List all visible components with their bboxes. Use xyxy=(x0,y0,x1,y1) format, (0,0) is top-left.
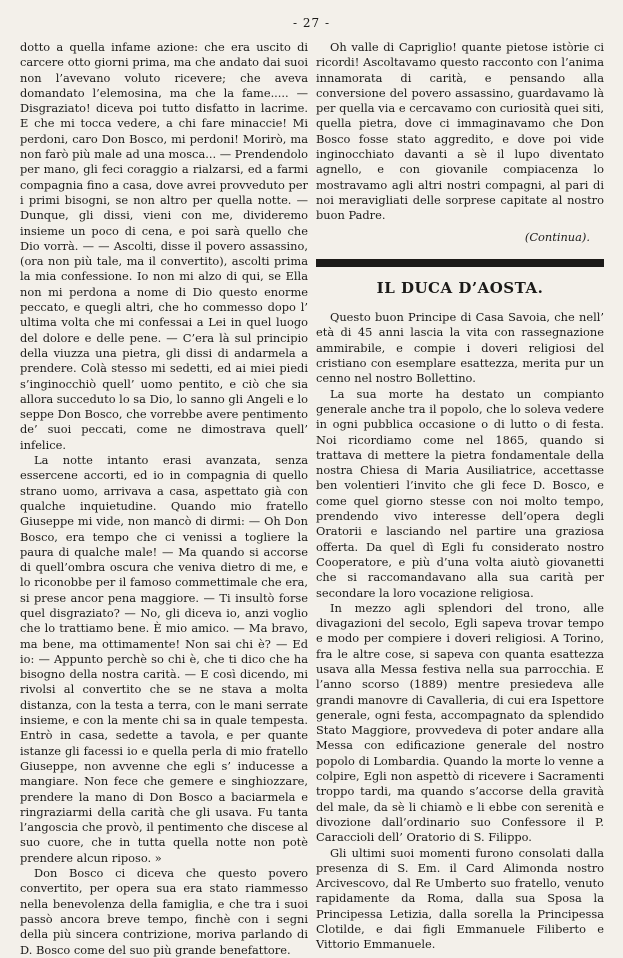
page-number: - 27 - xyxy=(292,16,330,30)
paragraph: La notte intanto erasi avanzata, senza essercene accorti, ed io in compagnia di quello strano uomo, arrivava a casa, aspettato già con qualche inquietudine. Quando mio fratello Giuseppe mi vide, non mancò di dirmi: — Oh Don Bosco, era tempo che ci venissi a togliere la paura di qualche male! — Ma quando si accorse di quell’ombra oscura che veniva dietro di me, e lo riconobbe per il famoso commettimale che era, si prese ancor pena maggiore. — Ti insultò forse quel disgraziato? — No, gli diceva io, anzi voglio che lo trattiamo bene. È mio amico. — Ma bravo, ma bene, ma ottimamente! Non sai chi è? — Ed io: — Appunto perchè so chi è, che ti dico che ha bisogno della nostra carità. — E così dicendo, mi rivolsi al convertito che se ne stava a molta distanza, con la testa a terra, con le mani serrate insieme, e con la mente chi sa in quale tempesta. Entrò in casa, sedette a tavola, e per quante istanze gli facessi io e quella perla di mio fratello Giuseppe, non avvenne che egli s’ inducesse a mangiare. Non fece che gemere e singhiozzare, prendere la mano di Don Bosco a baciarmela e ringraziarmi della carità che gli usava. Fu tanta l’angoscia che provò, il pentimento che discese al suo cuore, che in tutta quella notte non potè prendere alcun riposo. » xyxy=(20,453,308,865)
continua-note: (Continua). xyxy=(524,229,590,244)
right-column xyxy=(316,40,604,953)
paragraph: Gli ultimi suoi momenti furono consolati dalla presenza di S. Em. il Card Alimonda nostro Arcivescovo, dal Re Umberto suo fratello, venuto rapidamente da Roma, dalla sua Sposa la Principessa Letizia, dalla sorella la Principessa Clotilde, e dai figli Emmanuele Filiberto e Vittorio Emmanuele. xyxy=(316,845,604,952)
paragraph: In mezzo agli splendori del trono, alle divagazioni del secolo, Egli sapeva trovar tempo e modo per compiere i doveri religiosi. A Torino, fra le altre cose, si sapeva con quanta esattezza usava alla Messa festiva nella sua parrocchia. E l’anno scorso (1889) mentre presiedeva alle grandi manovre di Cavalleria, di cui era Ispettore generale, ogni festa, accompagnato da splendido Stato Maggiore, provvedeva di poter andare alla Messa con edificazione generale del nostro popolo di Lombardia. Quando la morte lo venne a colpire, Egli non aspettò di ricevere i Sacramenti troppo tardi, ma quando s’accorse della gravità del male, da sè li chiamò e li ebbe con serenità e divozione dall’ordinario suo Confessore il P. Caraccioli dell’ Oratorio di S. Filippo. xyxy=(316,600,604,845)
paragraph: dotto a quella infame azione: che era uscito di carcere otto giorni prima, ma che andato dai suoi non l’avevano voluto ricevere; che aveva domandato l’elemosina, ma che la fame..... — Disgraziato! diceva poi tutto disfatto in lacrime. E che mi tocca vedere, a chi fare minaccie! Mi perdoni, caro Don Bosco, mi perdoni! Morirò, ma non farò più male ad una mosca... — Prendendolo per mano, gli feci coraggio a rialzarsi, ed a farmi compagnia fino a casa, dove avrei provveduto per i primi bisogni, se non altro per quella notte. — Dunque, gli dissi, vieni con me, divideremo insieme un poco di cena, e poi sarà quello che Dio vorrà. — — Ascolti, disse il povero assassino, (ora non più tale, ma il convertito), ascolti prima la mia confessione. Io non mi alzo di qui, se Ella non mi perdona a nome di Dio questo enorme peccato, e quegli altri, che ho commesso dopo l’ ultima volta che mi confessai a Lei in quel luogo del dolore e delle pene. — C’era là sul principio della viuzza una pietra, gli dissi di andarmela a prendere. Colà stesso mi sedetti, ed ai miei piedi s’inginocchiò quell’ uomo pentito, e ciò che sia allora succeduto lo sa Dio, lo sanno gli Angeli e lo seppe Don Bosco, che vorrebbe avere pentimento de’ suoi peccati, come ne dimostrava quell’ infelice. xyxy=(20,40,308,452)
section-heading: IL DUCA D’AOSTA. xyxy=(376,278,544,297)
left-column xyxy=(20,40,308,958)
section-divider xyxy=(316,259,604,267)
paragraph: Don Bosco ci diceva che questo povero convertito, per opera sua era stato riammesso nella benevolenza della famiglia, e che tra i suoi passò ancora breve tempo, finchè con i segni della più sincera contrizione, moriva parlando di D. Bosco come del suo più grande benefattore. xyxy=(20,866,308,957)
paragraph: La sua morte ha destato un compianto generale anche tra il popolo, che lo soleva vedere in ogni pubblica occasione o di lutto o di festa. Noi ricordiamo come nel 1865, quando si trattava di mettere la pietra fondamentale della nostra Chiesa di Maria Ausiliatrice, accettasse ben volentieri l’invito che gli fece D. Bosco, e come quel giorno stesse con noi molto tempo, prendendo vivo interesse dell’opera degli Oratorii e lasciando nel partire una graziosa offerta. Da quel dì Egli fu considerato nostro Cooperatore, e più d’una volta aiutò giovanetti che si raccomandavano alla sua carità per secondare la loro vocazione religiosa. xyxy=(316,386,604,600)
paragraph: Questo buon Principe di Casa Savoia, che nell’ età di 45 anni lascia la vita con rassegnazione ammirabile, e compie i doveri religiosi del cristiano con esemplare esattezza, merita pur un cenno nel nostro Bollettino. xyxy=(316,310,604,386)
paragraph: Oh valle di Capriglio! quante pietose istòrie ci ricordi! Ascoltavamo questo racconto con l’anima innamorata di carità, e pensando alla conversione del povero assassino, guardavamo là per quella via e cercavamo con curiosità quei siti, quella pietra, dove ci immaginavamo che Don Bosco fosse stato aggredito, e dove poi vide inginocchiato davanti a sè il lupo diventato agnello, e con giovanile compiacenza lo mostravamo agli altri nostri compagni, al pari di noi meravigliati delle sorprese capitate al nostro buon Padre. xyxy=(316,40,604,223)
